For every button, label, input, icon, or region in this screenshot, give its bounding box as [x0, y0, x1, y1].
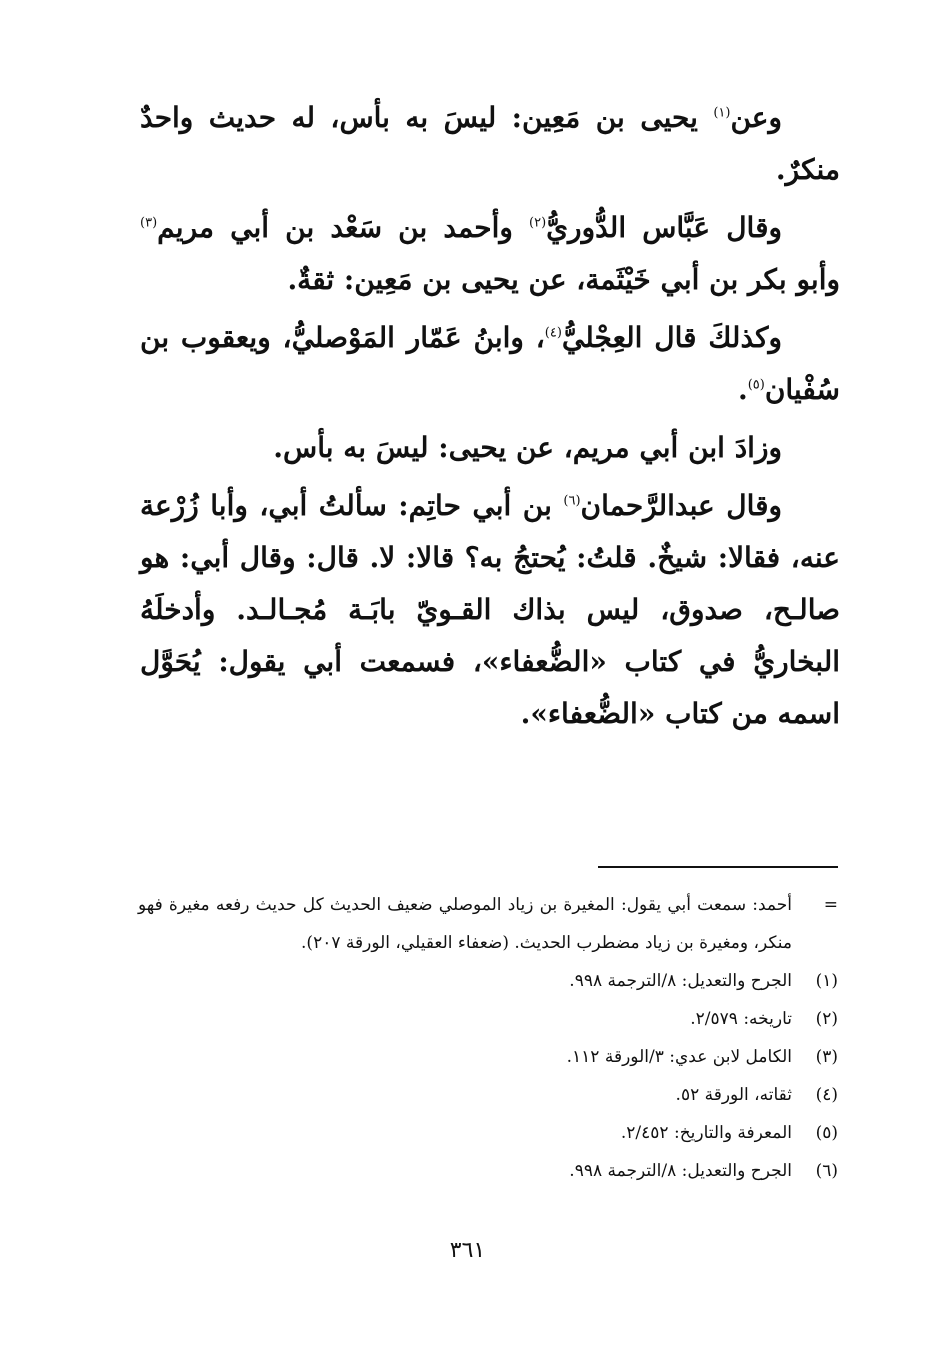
footnote-5	[138, 1114, 838, 1152]
text-run: بن أبي حاتِم: سألتُ أبي، وأبا زُرْعة عنه، فقالا: شيخٌ. قلتُ: يُحتجُ به؟ قالا: لا. قال: وقال أبي: هو صالـح، صدوق، ليس بذاك القـويّ بابَـة مُجـالـد. وأدخلَهُ البخاريُّ في كتاب «الضُّعفاء»، فسمعت أبي يقول: يُحَوَّل اسمه من كتاب «الضُّعفاء».	[140, 489, 840, 730]
paragraph-2	[140, 202, 840, 306]
footnote-text: الكامل لابن عدي: ٣/الورقة ١١٢.	[566, 1047, 792, 1067]
footnote-ref-6[interactable]: (٦)	[563, 493, 581, 509]
footnote-text: الجرح والتعديل: ٨/الترجمة ٩٩٨.	[569, 971, 792, 991]
footnote-marker: =	[823, 895, 838, 915]
footnote-text: المعرفة والتاريخ: ٢/٤٥٢.	[620, 1123, 792, 1143]
text-run: وقال عبدالرَّحمان	[580, 489, 783, 522]
paragraph-3	[140, 312, 840, 416]
footnote-ref-5[interactable]: (٥)	[747, 377, 765, 393]
footnote-marker: (٦)	[815, 1161, 838, 1181]
footnote-text: تاريخه: ٢/٥٧٩.	[690, 1009, 792, 1029]
footnote-6	[138, 1152, 838, 1190]
footnote-4	[138, 1076, 838, 1114]
main-text	[140, 92, 840, 746]
footnote-marker: (٤)	[815, 1085, 838, 1105]
footnote-marker: (٣)	[815, 1047, 838, 1067]
paragraph-4	[140, 422, 840, 474]
footnote-continuation	[138, 886, 838, 962]
footnote-marker: (٢)	[815, 1009, 838, 1029]
footnote-ref-4[interactable]: (٤)	[544, 325, 562, 341]
text-run: وزادَ ابن أبي مريم، عن يحيى: ليسَ به بأس.	[273, 431, 782, 464]
footnote-ref-3[interactable]: (٣)	[140, 215, 158, 231]
text-run: ، وابنُ عَمّار المَوْصليُّ، ويعقوب بن سُفْيان	[140, 321, 840, 406]
footnote-ref-1[interactable]: (١)	[713, 105, 731, 121]
footnote-separator	[598, 866, 838, 868]
text-run: وعن	[730, 101, 782, 134]
text-run: يحيى بن مَعِين: ليسَ به بأس، له حديث واحدٌ منكرٌ.	[140, 101, 840, 186]
paragraph-1	[140, 92, 840, 196]
footnote-3	[138, 1038, 838, 1076]
footnote-2	[138, 1000, 838, 1038]
text-run: وقال عَبَّاس الدُّوريُّ	[546, 211, 782, 244]
footnote-ref-2[interactable]: (٢)	[529, 215, 547, 231]
footnote-1	[138, 962, 838, 1000]
footnotes	[138, 886, 838, 1190]
page-number: ٣٦١	[449, 1238, 486, 1263]
footnote-text: أحمد: سمعت أبي يقول: المغيرة بن زياد الموصلي ضعيف الحديث كل حديث رفعه مغيرة فهو منكر، ومغيرة بن زياد مضطرب الحديث. (ضعفاء العقيلي، الورقة ٢٠٧).	[138, 895, 792, 953]
text-run: وأحمد بن سَعْد بن أبي مريم	[157, 211, 529, 244]
text-run: وكذلكَ قال العِجْليُّ	[561, 321, 782, 354]
text-run: .	[737, 373, 748, 406]
footnote-text: ثقاته، الورقة ٥٢.	[675, 1085, 792, 1105]
paragraph-5	[140, 480, 840, 740]
footnote-marker: (٥)	[815, 1123, 838, 1143]
text-run: وأبو بكر بن أبي خَيْثَمة، عن يحيى بن مَعِين: ثقةٌ.	[287, 263, 840, 296]
footnote-text: الجرح والتعديل: ٨/الترجمة ٩٩٨.	[569, 1161, 792, 1181]
footnote-marker: (١)	[815, 971, 838, 991]
